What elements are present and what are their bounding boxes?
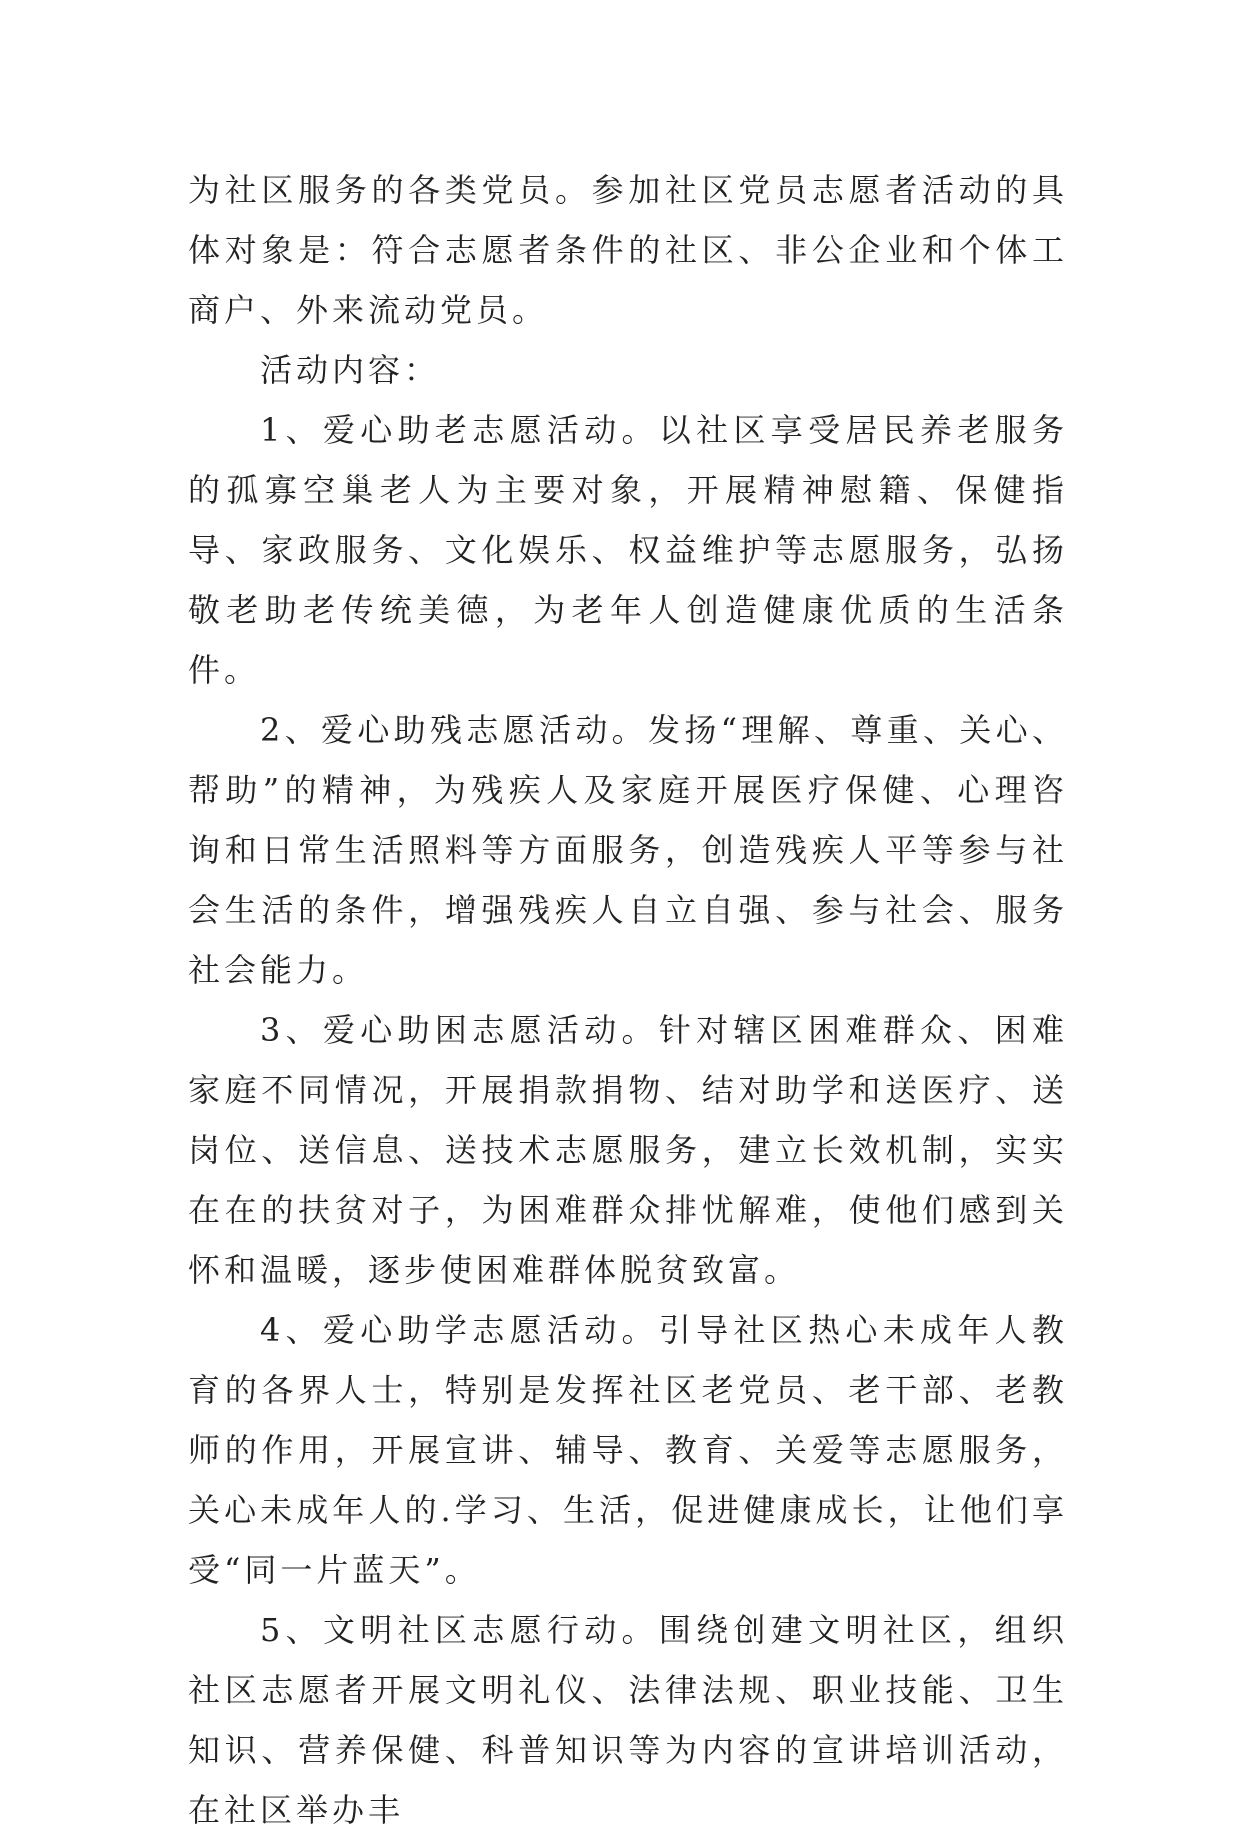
paragraph-continuation: 为社区服务的各类党员。参加社区党员志愿者活动的具体对象是：符合志愿者条件的社区、非公企业和个体工商户、外来流动党员。 — [188, 171, 1068, 329]
paragraph-elderly-care: 1、爱心助老志愿活动。以社区享受居民养老服务的孤寡空巢老人为主要对象，开展精神慰籍、保健指导、家政服务、文化娱乐、权益维护等志愿服务，弘扬敬老助老传统美德，为老年人创造健康优质的生活条件。 — [188, 411, 1068, 689]
paragraph-activity-heading: 活动内容： — [260, 351, 441, 389]
paragraph-disability-aid: 2、爱心助残志愿活动。发扬“理解、尊重、关心、帮助”的精神，为残疾人及家庭开展医疗保健、心理咨询和日常生活照料等方面服务，创造残疾人平等参与社会生活的条件，增强残疾人自立自强、参与社会、服务社会能力。 — [188, 711, 1068, 989]
paragraph-education-aid: 4、爱心助学志愿活动。引导社区热心未成年人教育的各界人士，特别是发挥社区老党员、老干部、老教师的作用，开展宣讲、辅导、教育、关爱等志愿服务，关心未成年人的.学习、生活，促进健康成长，让他们享受“同一片蓝天”。 — [188, 1311, 1068, 1589]
paragraph-civilized-community: 5、文明社区志愿行动。围绕创建文明社区，组织社区志愿者开展文明礼仪、法律法规、职业技能、卫生知识、营养保健、科普知识等为内容的宣讲培训活动，在社区举办丰 — [188, 1611, 1068, 1829]
paragraph-poverty-aid: 3、爱心助困志愿活动。针对辖区困难群众、困难家庭不同情况，开展捐款捐物、结对助学和送医疗、送岗位、送信息、送技术志愿服务，建立长效机制，实实在在的扶贫对子，为困难群众排忧解难，使他们感到关怀和温暖，逐步使困难群体脱贫致富。 — [188, 1011, 1068, 1289]
document-body — [188, 160, 1068, 1840]
